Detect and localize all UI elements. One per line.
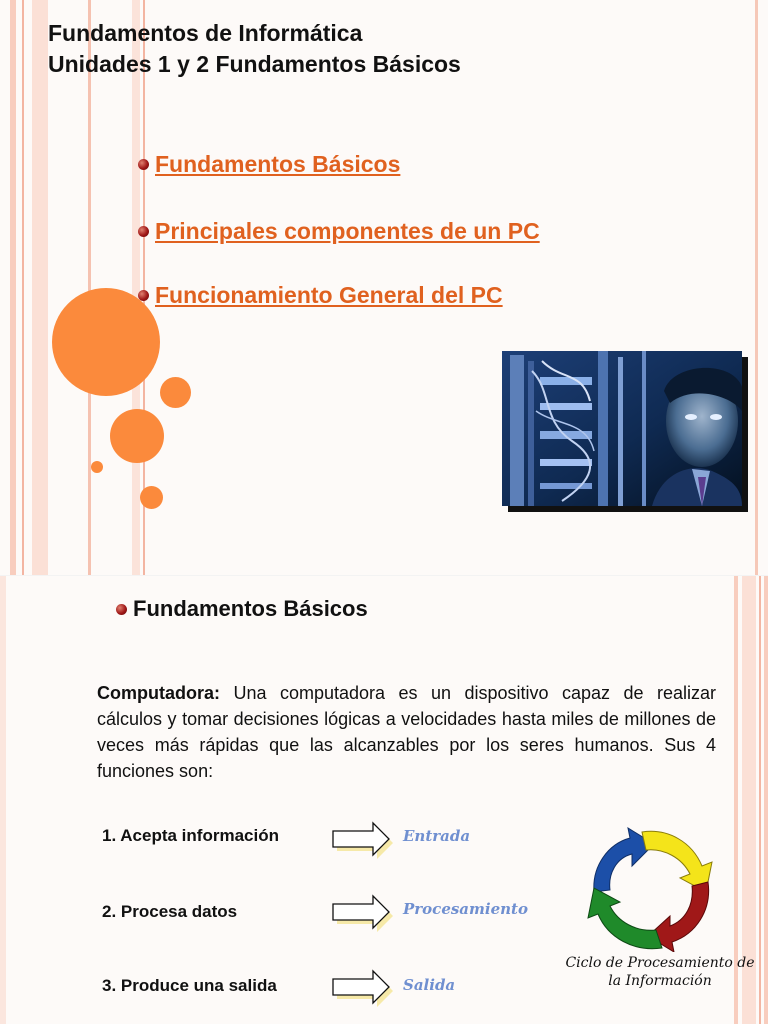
cycle-caption — [552, 954, 768, 990]
stage-label: Salida — [403, 976, 456, 994]
stage-label: Entrada — [403, 827, 471, 845]
section-heading-text: Fundamentos Básicos — [133, 596, 368, 621]
bullet-icon — [138, 159, 149, 170]
bullet-item-fundamentos — [138, 149, 400, 179]
decorative-circle — [160, 377, 191, 408]
arrow-right-icon — [331, 821, 397, 861]
arrow-right-icon — [331, 969, 397, 1009]
decorative-circle — [140, 486, 163, 509]
bullet-icon — [138, 226, 149, 237]
function-item: 1. Acepta información — [102, 826, 279, 845]
slide-2 — [0, 576, 768, 1024]
function-item: 2. Procesa datos — [102, 902, 238, 921]
term-label: Computadora: — [97, 683, 220, 703]
decorative-circle — [91, 461, 103, 473]
title-line-2: Unidades 1 y 2 Fundamentos Básicos — [48, 51, 461, 77]
stripe-decoration — [32, 0, 48, 575]
slide-title — [48, 18, 461, 80]
decorative-circle — [110, 409, 164, 463]
link-fundamentos-basicos[interactable]: Fundamentos Básicos — [155, 150, 401, 177]
cycle-caption-line-2: la Información — [608, 973, 712, 989]
stripe-decoration — [0, 576, 6, 1024]
bullet-item-funcionamiento — [138, 280, 503, 310]
stripe-decoration — [755, 0, 758, 575]
technician-photo — [502, 351, 742, 506]
link-funcionamiento-general[interactable]: Funcionamiento General del PC — [155, 281, 503, 308]
arrow-right-icon — [331, 894, 397, 934]
definition-text: Una computadora es un dispositivo capaz de realizar cálculos y tomar decisiones lógicas a velocidades hasta miles de millones de veces más rápidas que las alcanzables por los seres humanos. Sus 4 funciones son: — [97, 683, 716, 781]
cycle-caption-line-1: Ciclo de Procesamiento de — [565, 955, 755, 971]
function-item: 3. Produce una salida — [102, 976, 277, 995]
bullet-item-componentes — [138, 216, 540, 246]
definition-paragraph — [97, 680, 716, 784]
link-principales-componentes[interactable]: Principales componentes de un PC — [155, 217, 540, 244]
stripe-decoration — [22, 0, 24, 575]
title-line-1: Fundamentos de Informática — [48, 20, 363, 46]
processing-cycle-icon — [582, 826, 716, 952]
bullet-icon — [116, 604, 127, 615]
stage-label: Procesamiento — [403, 900, 528, 918]
section-heading — [116, 594, 368, 624]
decorative-circle — [52, 288, 160, 396]
stripe-decoration — [10, 0, 16, 575]
stripe-decoration — [88, 0, 91, 575]
